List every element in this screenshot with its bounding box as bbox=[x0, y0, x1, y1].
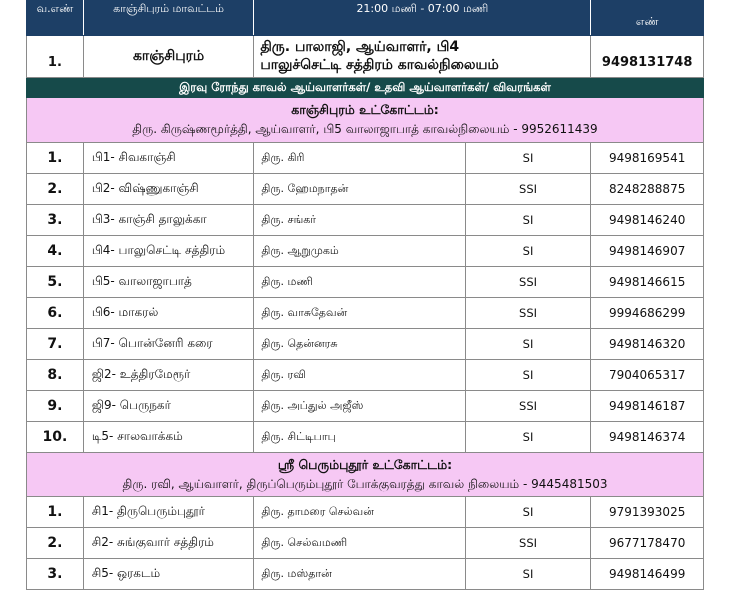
officer-cell: திரு. சங்கர் bbox=[254, 205, 465, 235]
section-subtitle: திரு. கிருஷ்ணமூர்த்தி, ஆய்வாளர், பி5 வாலாஜாபாத் காவல்நிலையம் - 9952611439 bbox=[132, 122, 598, 136]
officer-cell: திரு. சிட்டிபாபு bbox=[254, 422, 465, 452]
officer-cell: திரு. கிரி bbox=[254, 143, 465, 173]
main-serial: 1. bbox=[27, 36, 84, 77]
table-row bbox=[26, 143, 704, 174]
officer-cell: திரு. ஹேமநாதன் bbox=[254, 174, 465, 204]
serial-cell: 5. bbox=[27, 267, 84, 297]
serial-cell: 2. bbox=[27, 528, 84, 558]
header-serial: வ.எண் bbox=[27, 0, 84, 35]
rank-cell: SSI bbox=[466, 267, 592, 297]
section-header-kanchipuram bbox=[26, 98, 704, 143]
rank-cell: SI bbox=[466, 360, 592, 390]
phone-cell: 7904065317 bbox=[608, 368, 686, 382]
station-cell: பி3- காஞ்சி தாலுக்கா bbox=[84, 205, 255, 235]
officer-cell: திரு. வாசுதேவன் bbox=[254, 298, 465, 328]
header-phone-label: எண் bbox=[635, 15, 659, 28]
serial-cell: 1. bbox=[27, 143, 84, 173]
station-cell: ஜி9- பெருநகர் bbox=[84, 391, 255, 421]
table-row bbox=[26, 528, 704, 559]
phone-cell: 9498169541 bbox=[608, 151, 686, 165]
table-row bbox=[26, 497, 704, 528]
main-phone: 9498131748 bbox=[601, 55, 693, 70]
main-officer-line1: திரு. பாலாஜி, ஆய்வாளர், பி4 bbox=[260, 39, 460, 55]
phone-cell: 9498146374 bbox=[608, 430, 686, 444]
table-row bbox=[26, 391, 704, 422]
table-row bbox=[26, 422, 704, 453]
station-cell: சி5- ஒரகடம் bbox=[84, 559, 255, 589]
rank-cell: SI bbox=[466, 205, 592, 235]
station-cell: பி7- பொன்னேரி கரை bbox=[84, 329, 255, 359]
rank-cell: SI bbox=[466, 329, 592, 359]
serial-cell: 8. bbox=[27, 360, 84, 390]
serial-cell: 3. bbox=[27, 205, 84, 235]
officer-cell: திரு. ஆறுமுகம் bbox=[254, 236, 465, 266]
station-cell: பி1- சிவகாஞ்சி bbox=[84, 143, 255, 173]
rank-cell: SI bbox=[466, 559, 592, 589]
station-cell: பி4- பாலுசெட்டி சத்திரம் bbox=[84, 236, 255, 266]
rank-cell: SSI bbox=[466, 528, 592, 558]
main-district: காஞ்சிபுரம் bbox=[84, 36, 254, 77]
phone-cell: 9677178470 bbox=[608, 536, 686, 550]
section-title: ஸ்ரீ பெரும்புதூர் உட்கோட்டம்: bbox=[277, 456, 453, 472]
rank-cell: SI bbox=[466, 497, 592, 527]
section-rows-sriperumbudur bbox=[26, 497, 704, 590]
rank-cell: SI bbox=[466, 143, 592, 173]
serial-cell: 1. bbox=[27, 497, 84, 527]
serial-cell: 10. bbox=[27, 422, 84, 452]
station-cell: சி1- திருபெரும்புதூர் bbox=[84, 497, 255, 527]
header-phone bbox=[591, 0, 703, 35]
phone-cell: 9791393025 bbox=[608, 505, 686, 519]
officer-cell: திரு. செல்வமணி bbox=[254, 528, 465, 558]
serial-cell: 6. bbox=[27, 298, 84, 328]
header-timing: 21:00 மணி - 07:00 மணி bbox=[254, 0, 591, 35]
phone-cell: 9498146615 bbox=[608, 275, 686, 289]
officer-cell: திரு. ரவி bbox=[254, 360, 465, 390]
phone-cell: 9498146499 bbox=[608, 567, 686, 581]
officer-cell: திரு. மஸ்தான் bbox=[254, 559, 465, 589]
phone-cell: 9498146907 bbox=[608, 244, 686, 258]
serial-cell: 3. bbox=[27, 559, 84, 589]
rank-cell: SI bbox=[466, 422, 592, 452]
duty-table bbox=[26, 0, 704, 590]
header-district: காஞ்சிபுரம் மாவட்டம் bbox=[84, 0, 255, 35]
table-row bbox=[26, 267, 704, 298]
table-row bbox=[26, 174, 704, 205]
phone-cell: 9498146187 bbox=[608, 399, 686, 413]
table-header bbox=[26, 0, 704, 36]
serial-cell: 7. bbox=[27, 329, 84, 359]
officer-cell: திரு. அப்துல் அஜீஸ் bbox=[254, 391, 465, 421]
phone-cell: 8248288875 bbox=[608, 182, 686, 196]
phone-cell: 9498146320 bbox=[608, 337, 686, 351]
officer-cell: திரு. மணி bbox=[254, 267, 465, 297]
rank-cell: SSI bbox=[466, 391, 592, 421]
station-cell: பி2- விஷ்ணுகாஞ்சி bbox=[84, 174, 255, 204]
main-officer-line2: பாலுச்செட்டி சத்திரம் காவல்நிலையம் bbox=[260, 56, 499, 73]
section-rows-kanchipuram bbox=[26, 143, 704, 453]
rank-cell: SSI bbox=[466, 174, 592, 204]
rank-cell: SI bbox=[466, 236, 592, 266]
station-cell: ஜி2- உத்திரமேரூர் bbox=[84, 360, 255, 390]
station-cell: பி6- மாகரல் bbox=[84, 298, 255, 328]
serial-cell: 9. bbox=[27, 391, 84, 421]
station-cell: பி5- வாலாஜாபாத் bbox=[84, 267, 255, 297]
station-cell: சி2- சுங்குவார் சத்திரம் bbox=[84, 528, 255, 558]
serial-cell: 2. bbox=[27, 174, 84, 204]
main-officer-row bbox=[26, 36, 704, 78]
officer-cell: திரு. தாமரை செல்வன் bbox=[254, 497, 465, 527]
serial-cell: 4. bbox=[27, 236, 84, 266]
main-officer bbox=[254, 36, 591, 77]
table-row bbox=[26, 205, 704, 236]
phone-cell: 9994686299 bbox=[608, 306, 686, 320]
section-subtitle: திரு. ரவி, ஆய்வாளர், திருப்பெரும்புதூர் போக்குவரத்து காவல் நிலையம் - 9445481503 bbox=[122, 476, 608, 491]
table-row bbox=[26, 236, 704, 267]
rank-cell: SSI bbox=[466, 298, 592, 328]
table-row bbox=[26, 298, 704, 329]
station-cell: டி5- சாலவாக்கம் bbox=[84, 422, 255, 452]
section-title: காஞ்சிபுரம் உட்கோட்டம்: bbox=[291, 102, 439, 117]
table-row bbox=[26, 360, 704, 391]
table-row bbox=[26, 559, 704, 590]
table-row bbox=[26, 329, 704, 360]
night-patrol-band: இரவு ரோந்து காவல் ஆய்வாளர்கள்/ உதவி ஆய்வாளர்கள்/ விவரங்கள் bbox=[26, 78, 704, 98]
officer-cell: திரு. தென்னரசு bbox=[254, 329, 465, 359]
section-header-sriperumbudur bbox=[26, 453, 704, 497]
phone-cell: 9498146240 bbox=[608, 213, 686, 227]
